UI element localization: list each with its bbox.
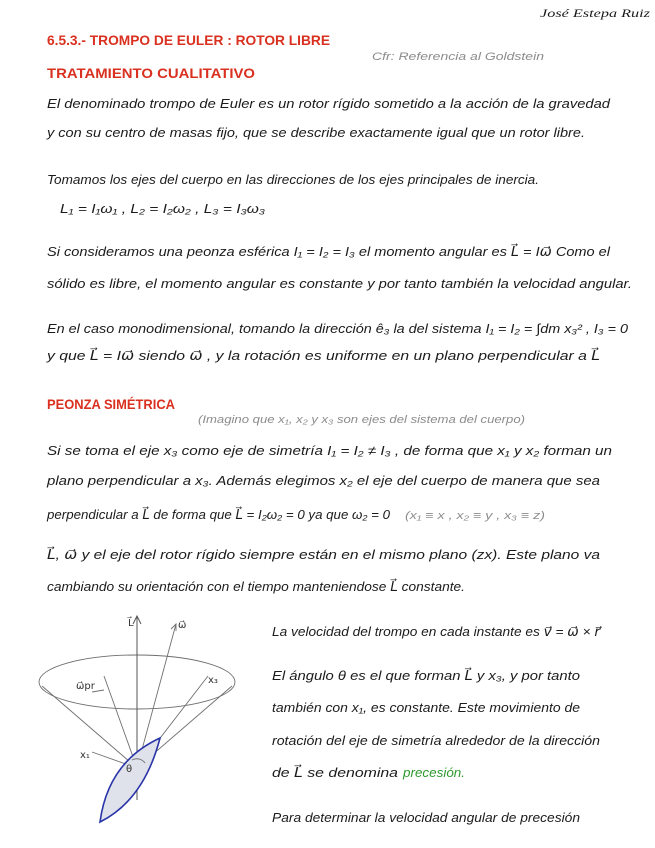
velocity-line: La velocidad del trompo en cada instante es v⃗ = ω⃗ × r⃗ (272, 624, 603, 639)
paragraph-line: En el caso monodimensional, tomando la dirección ê₃ la del sistema I₁ = I₂ = ∫dm x₃² , I₃ = 0 (47, 321, 629, 336)
paragraph-line: de L⃗ se denomina (272, 765, 398, 780)
paragraph-line: Si consideramos una peonza esférica I₁ = I₂ = I₃ el momento angular es L⃗ = Iω⃗ Como el (47, 244, 612, 259)
author-name: José Estepa Ruiz (540, 6, 651, 20)
axes-equivalence-note: (x₁ ≡ x , x₂ ≡ y , x₃ ≡ z) (405, 510, 546, 522)
precession-term: precesión. (401, 765, 465, 780)
label-L: L⃗ (128, 618, 134, 629)
label-x3: x₃ (208, 675, 218, 686)
symmetric-heading: PEONZA SIMÉTRICA (47, 396, 175, 412)
equation-principal-moments: L₁ = I₁ω₁ , L₂ = I₂ω₂ , L₃ = I₃ω₃ (60, 201, 265, 216)
paragraph-line: L⃗, ω⃗ y el eje del rotor rígido siempre están en el mismo plano (zx). Este plano va (46, 547, 600, 562)
paragraph-line: también con x₁, es constante. Este movimiento de (272, 700, 580, 715)
paragraph-line: El denominado trompo de Euler es un rotor rígido sometido a la acción de la gravedad (47, 96, 611, 111)
label-omega: ω⃗ (178, 620, 187, 631)
reference-note: Cfr: Referencia al Goldstein (372, 51, 544, 63)
paragraph-line: cambiando su orientación con el tiempo manteniendose L⃗ constante. (47, 579, 465, 594)
paragraph-line: y con su centro de masas fijo, que se describe exactamente igual que un rotor libre. (45, 125, 586, 140)
paragraph-line: perpendicular a L⃗ de forma que L⃗ = I₂ω₂ = 0 ya que ω₂ = 0 (45, 507, 391, 522)
paragraph-line: rotación del eje de simetría alrededor de la dirección (272, 733, 600, 748)
spinning-top-body (100, 738, 160, 822)
label-theta: θ (126, 764, 133, 775)
label-x1: x₁ (80, 750, 90, 761)
precession-diagram (39, 616, 235, 822)
paragraph-line: Si se toma el eje x₃ como eje de simetría I₁ = I₂ ≠ I₃ , de forma que x₁ y x₂ forman un (47, 443, 612, 458)
label-omega-pr: ω⃗pr (76, 681, 95, 692)
section-title: 6.5.3.- TROMPO DE EULER : ROTOR LIBRE (47, 32, 330, 48)
qualitative-heading: TRATAMIENTO CUALITATIVO (47, 65, 256, 81)
paragraph-line: Para determinar la velocidad angular de precesión (272, 810, 580, 825)
axes-assumption-note: (Imagino que x₁, x₂ y x₃ son ejes del sistema del cuerpo) (198, 414, 526, 426)
paragraph-line: y que L⃗ = Iω⃗ siendo ω⃗ , y la rotación es uniforme en un plano perpendicular a L⃗ (45, 348, 600, 363)
paragraph-line: sólido es libre, el momento angular es constante y por tanto también la velocidad angular. (47, 276, 632, 291)
paragraph-line: Tomamos los ejes del cuerpo en las direcciones de los ejes principales de inercia. (47, 172, 539, 187)
paragraph-line: El ángulo θ es el que forman L⃗ y x₃, y por tanto (272, 668, 580, 683)
paragraph-line: plano perpendicular a x₃. Además elegimos x₂ el eje del cuerpo de manera que sea (45, 473, 600, 488)
